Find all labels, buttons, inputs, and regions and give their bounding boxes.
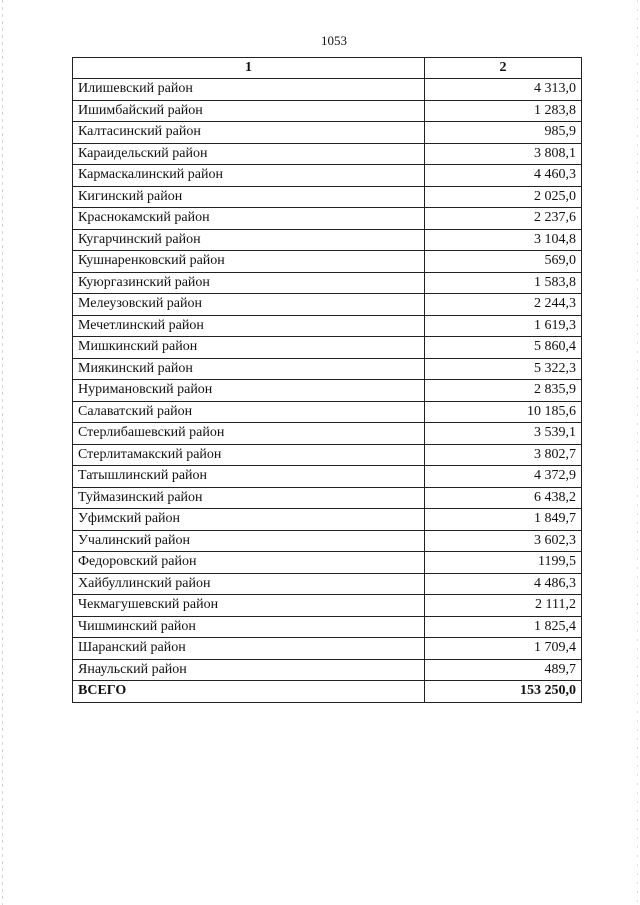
table-row [73, 337, 582, 359]
district-value: 2 237,6 [425, 208, 582, 230]
district-name: Илишевский район [73, 79, 425, 101]
district-name: Кармаскалинский район [73, 165, 425, 187]
district-value: 3 808,1 [425, 143, 582, 165]
district-value: 3 539,1 [425, 423, 582, 445]
district-name: Уфимский район [73, 509, 425, 531]
table-row [73, 251, 582, 273]
table-row [73, 100, 582, 122]
district-name: Стерлибашевский район [73, 423, 425, 445]
table-row [73, 208, 582, 230]
district-value: 6 438,2 [425, 487, 582, 509]
table-row [73, 401, 582, 423]
column-header-2: 2 [425, 58, 582, 79]
district-name: Кигинский район [73, 186, 425, 208]
district-name: Хайбуллинский район [73, 573, 425, 595]
district-value: 2 111,2 [425, 595, 582, 617]
table-body [73, 79, 582, 681]
district-name: Туймазинский район [73, 487, 425, 509]
table-row [73, 595, 582, 617]
district-table [72, 57, 582, 703]
district-name: Куюргазинский район [73, 272, 425, 294]
district-value: 1 825,4 [425, 616, 582, 638]
scan-edge-left [2, 0, 3, 905]
table-row [73, 380, 582, 402]
district-value: 4 460,3 [425, 165, 582, 187]
table-row [73, 530, 582, 552]
table-row [73, 444, 582, 466]
total-row [73, 681, 582, 703]
district-name: Шаранский район [73, 638, 425, 660]
table-row [73, 638, 582, 660]
district-value: 4 486,3 [425, 573, 582, 595]
district-name: Мелеузовский район [73, 294, 425, 316]
table-row [73, 79, 582, 101]
district-value: 4 313,0 [425, 79, 582, 101]
district-name: Учалинский район [73, 530, 425, 552]
table-row [73, 315, 582, 337]
total-value: 153 250,0 [425, 681, 582, 703]
district-value: 1 709,4 [425, 638, 582, 660]
district-value: 5 860,4 [425, 337, 582, 359]
total-label: ВСЕГО [73, 681, 425, 703]
district-name: Чишминский район [73, 616, 425, 638]
district-value: 985,9 [425, 122, 582, 144]
scan-edge-right [637, 0, 638, 905]
district-value: 3 802,7 [425, 444, 582, 466]
table-row [73, 616, 582, 638]
table-row [73, 423, 582, 445]
table-row [73, 165, 582, 187]
district-name: Салаватский район [73, 401, 425, 423]
district-name: Кушнаренковский район [73, 251, 425, 273]
table-row [73, 659, 582, 681]
district-value: 2 244,3 [425, 294, 582, 316]
district-name: Караидельский район [73, 143, 425, 165]
district-name: Кугарчинский район [73, 229, 425, 251]
table-row [73, 294, 582, 316]
district-value: 569,0 [425, 251, 582, 273]
district-name: Калтасинский район [73, 122, 425, 144]
table-row [73, 487, 582, 509]
table-row [73, 229, 582, 251]
district-name: Янаульский район [73, 659, 425, 681]
district-name: Нуримановский район [73, 380, 425, 402]
district-name: Федоровский район [73, 552, 425, 574]
table-row [73, 272, 582, 294]
table-row [73, 358, 582, 380]
district-value: 2 025,0 [425, 186, 582, 208]
district-value: 3 104,8 [425, 229, 582, 251]
table-row [73, 573, 582, 595]
table-row [73, 186, 582, 208]
table-row [73, 466, 582, 488]
district-name: Мишкинский район [73, 337, 425, 359]
district-value: 1 619,3 [425, 315, 582, 337]
table-header-row [73, 58, 582, 79]
column-header-1: 1 [73, 58, 425, 79]
district-name: Ишимбайский район [73, 100, 425, 122]
page-number: 1053 [321, 33, 347, 48]
district-value: 1 283,8 [425, 100, 582, 122]
district-name: Краснокамский район [73, 208, 425, 230]
district-value: 4 372,9 [425, 466, 582, 488]
table-row [73, 143, 582, 165]
table-row [73, 552, 582, 574]
table-row [73, 122, 582, 144]
district-value: 10 185,6 [425, 401, 582, 423]
district-name: Татышлинский район [73, 466, 425, 488]
district-name: Мечетлинский район [73, 315, 425, 337]
district-value: 1 583,8 [425, 272, 582, 294]
district-name: Стерлитамакский район [73, 444, 425, 466]
district-value: 1199,5 [425, 552, 582, 574]
district-value: 5 322,3 [425, 358, 582, 380]
district-value: 3 602,3 [425, 530, 582, 552]
table-row [73, 509, 582, 531]
district-value: 1 849,7 [425, 509, 582, 531]
district-name: Чекмагушевский район [73, 595, 425, 617]
district-value: 2 835,9 [425, 380, 582, 402]
district-value: 489,7 [425, 659, 582, 681]
district-name: Миякинский район [73, 358, 425, 380]
